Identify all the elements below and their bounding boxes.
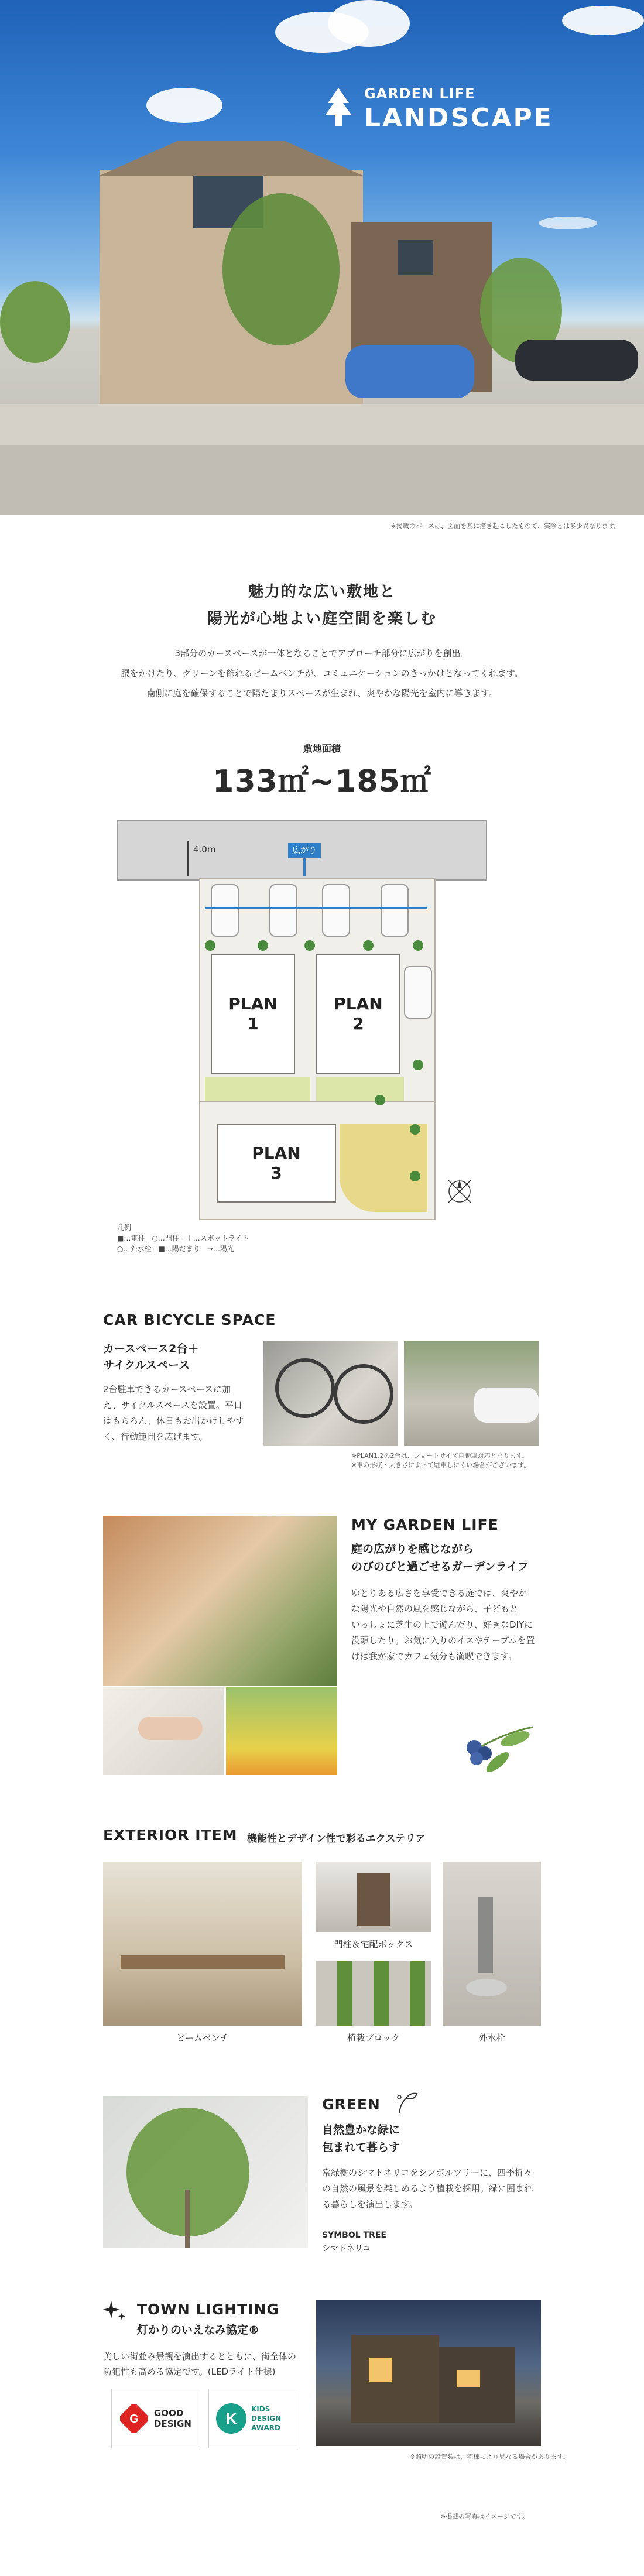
kids-design-logo-icon [215,2402,248,2435]
area-value: 133㎡~185㎡ [213,764,431,799]
lighting-body-line1: 美しい街並み景観を演出するとともに、街全体の [103,2351,297,2362]
caption-faucet: 外水栓 [478,2033,505,2043]
green-heading: GREEN [322,2096,381,2113]
logo-line1: GARDEN LIFE [364,85,475,102]
green-body: 常緑樹のシマトネリコをシンボルツリーに、四季折々 の自然の風景を楽しめるよう植栽を採用。緑に囲まれ る暮らしを演出します。 [322,2167,533,2210]
car-note-line1: ※PLAN1,2の2台は、ショートサイズ自動車対応となります。 [351,1452,529,1460]
caption-bench: ビームベンチ [176,2033,229,2043]
garden-family-photo [103,1516,337,1686]
green-sub-line1: 自然豊かな緑に [322,2123,400,2136]
road-width-label: 4.0m [193,844,216,855]
intro-body-line1: 3部分のカースペースが一体となることでアプローチ部分に広がりを創出。 [174,648,470,659]
plan-3: PLAN 3 [217,1124,336,1203]
car-space-2 [269,884,297,937]
award2-line1: KIDS [251,2405,270,2413]
green-sub-line2: 包まれて暮らす [322,2141,400,2154]
garden-heading: MY GARDEN LIFE [351,1516,499,1533]
caption-block: 植栽ブロック [347,2033,400,2043]
good-design-badge [111,2389,200,2448]
lighting-photo-note: ※照明の設置数は、宅棟により異なる場合があります。 [410,2453,570,2461]
gate-photo [316,1862,431,1932]
beam-bench-photo [103,1862,302,2026]
sprout-icon [393,2090,420,2115]
award2-line3: AWARD [251,2424,280,2432]
carport-photo [404,1341,539,1446]
exterior-subheading: 機能性とデザイン性で彩るエクステリア [247,1833,426,1845]
lighting-sub: 灯かりのいえなみ協定® [137,2324,260,2337]
garden-body: ゆとりある広さを享受できる庭では、爽やか な陽光や自然の風を感じながら、子どもと いっしょに芝生の上で遊んだり、好きなDIYに 没頭したり。お気に入りのイスやテーブルを置 けば我が家でカフェ気分も満喫できます。 [351,1588,535,1662]
planting-block-photo [316,1961,431,2026]
award2-line2: DESIGN [251,2414,282,2423]
night-house-photo [316,2300,541,2446]
expand-label: 広がり [288,843,321,858]
expand-arrow-icon [303,858,306,876]
kids-design-badge [208,2389,297,2448]
car-bicycle-body: 2台駐車できるカースペースに加 え、サイクルスペースを設置。平日 はもちろん、休日もお出かけしやす く、行動範囲を広げます。 [103,1384,244,1442]
plan-legend [117,1222,249,1254]
plan-1: PLAN 1 [211,954,295,1074]
car-space-4 [381,884,409,937]
tree-logo-icon [326,88,351,129]
legend-title: 凡例 [117,1224,132,1232]
car-space-5 [404,966,432,1019]
award1-line2: DESIGN [154,2419,191,2429]
legend-line2: ○…外水栓 ■…陽だまり →…陽光 [117,1245,234,1253]
area-label: 敷地面積 [303,743,341,754]
compass-icon [445,1177,474,1206]
intro-heading-line2: 陽光が心地よい庭空間を楽しむ [207,610,437,628]
garden-hand-photo [103,1687,224,1775]
garden-sub-line2: のびのびと過ごせるガーデンライフ [351,1560,529,1573]
intro-body-line2: 腰をかけたり、グリーンを飾れるビームベンチが、コミュニケーションのきっかけとなってくれます。 [121,668,523,679]
faucet-photo [443,1862,541,2026]
logo-line2: LANDSCAPE [364,103,553,133]
bicycle-photo [263,1341,398,1446]
award1-line1: GOOD [154,2408,184,2419]
exterior-heading: EXTERIOR ITEM [103,1827,238,1844]
svg-text:G: G [129,2413,139,2426]
garden-flowers-photo [226,1687,337,1775]
car-bicycle-sub-line2: サイクルスペース [103,1359,190,1372]
site-plan [117,820,492,1229]
blue-line [205,907,427,909]
car-bicycle-heading: CAR BICYCLE SPACE [103,1311,276,1328]
blueberry-illustration-icon [451,1715,539,1780]
good-design-logo-icon [120,2404,148,2433]
intro-heading-line1: 魅力的な広い敷地と [248,583,396,601]
lighting-body-line2: 防犯性も高める協定です。(LEDライト仕様) [103,2366,276,2377]
car-bicycle-sub-line1: カースペース2台＋ [103,1342,199,1355]
legend-line1: ■…電柱 ○…門柱 ＋…スポットライト [117,1234,249,1242]
symbol-tree-label: SYMBOL TREE [322,2231,386,2240]
car-space-3 [322,884,350,937]
symbol-tree-name: シマトネリコ [322,2244,371,2253]
garden-sub-line1: 庭の広がりを感じながら [351,1543,474,1556]
hero-image [0,0,644,515]
car-note-line2: ※車の形状・大きさによって駐車しにくい場合がございます。 [351,1461,530,1469]
svg-text:K: K [225,2410,237,2427]
footer-note: ※掲載の写真はイメージです。 [440,2513,529,2520]
lighting-heading: TOWN LIGHTING [137,2301,279,2318]
car-space-1 [211,884,239,937]
plan-2: PLAN 2 [316,954,400,1074]
green-tree-photo [103,2096,308,2248]
sparkle-icon [103,2300,126,2323]
hero-note: ※掲載のパースは、図面を基に描き起こしたもので、実際とは多少異なります。 [390,522,621,530]
caption-gate: 門柱＆宅配ボックス [334,1939,413,1950]
intro-body-line3: 南側に庭を確保することで陽だまりスペースが生まれ、爽やかな陽光を室内に導きます。 [146,688,498,698]
